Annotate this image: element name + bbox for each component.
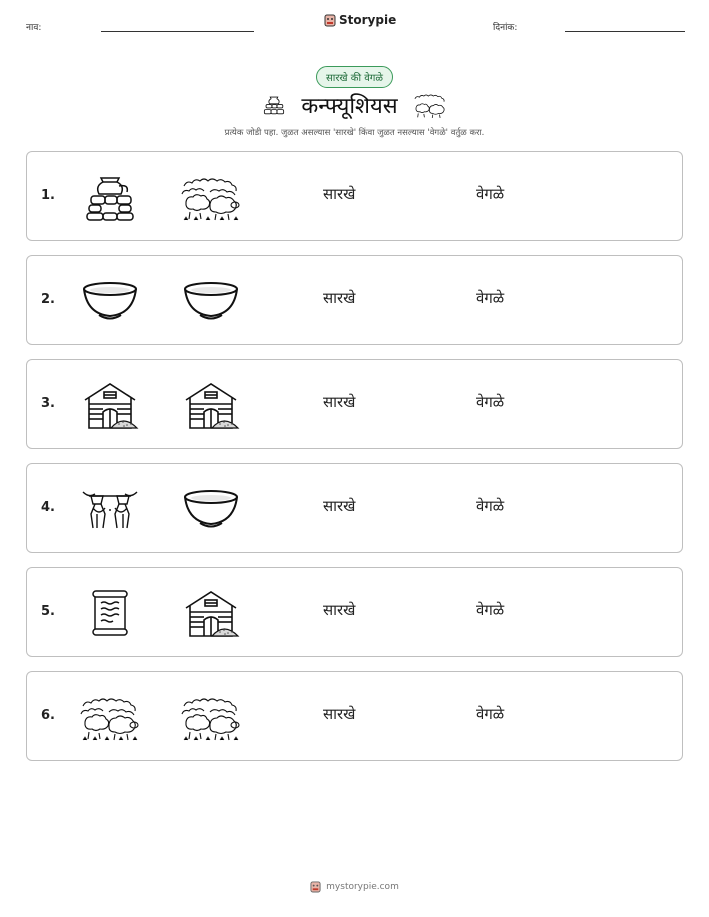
brand [324,13,396,27]
barn-icon [180,380,242,430]
exercise-row [26,671,683,761]
ox-icon [79,484,141,534]
different-option[interactable]: वेगळे [476,705,505,723]
row-number: 6. [41,708,55,723]
different-option[interactable]: वेगळे [476,497,505,515]
different-option[interactable]: वेगळे [476,601,505,619]
sheep-flock-icon [412,91,448,119]
name-label: नाव: [26,23,42,33]
date-line[interactable] [565,31,685,32]
same-option[interactable]: सारखे [323,601,356,619]
exercise-row [26,463,683,553]
instructions: प्रत्येक जोडी पहा. जुळत असल्यास 'सारखे' किंवा जुळत नसल्यास 'वेगळे' वर्तुळ करा. [224,128,485,138]
storypie-logo-icon [310,880,321,893]
barn-icon [180,588,242,638]
sheep-icon [79,692,141,742]
row-number: 3. [41,396,55,411]
exercise-row [26,255,683,345]
barn-icon [79,380,141,430]
sheep-icon [180,172,242,222]
row-number: 1. [41,188,55,203]
row-number: 5. [41,604,55,619]
row-number: 4. [41,500,55,515]
topic-area [0,66,709,88]
pot-on-stones-icon [261,94,287,116]
different-option[interactable]: वेगळे [476,393,505,411]
different-option[interactable]: वेगळे [476,185,505,203]
name-line[interactable] [101,31,254,32]
bowl-icon [180,276,242,326]
storypie-logo-icon [324,13,336,27]
same-option[interactable]: सारखे [323,497,356,515]
footer-url[interactable]: mystorypie.com [326,881,399,892]
pot-icon [79,172,141,222]
worksheet-header [0,0,709,50]
page-title: कन्फ्यूशियस [301,94,398,119]
exercise-row [26,567,683,657]
bowl-icon [180,484,242,534]
same-option[interactable]: सारखे [323,393,356,411]
exercise-row [26,151,683,241]
scroll-icon [79,588,141,638]
date-label: दिनांक: [493,23,518,33]
same-option[interactable]: सारखे [323,705,356,723]
same-option[interactable]: सारखे [323,289,356,307]
title-row [0,90,709,120]
topic-pill: सारखे की वेगळे [316,66,393,88]
same-option[interactable]: सारखे [323,185,356,203]
bowl-icon [79,276,141,326]
sheep-icon [180,692,242,742]
different-option[interactable]: वेगळे [476,289,505,307]
brand-name: Storypie [339,13,397,27]
footer [0,880,709,893]
exercise-row [26,359,683,449]
row-number: 2. [41,292,55,307]
